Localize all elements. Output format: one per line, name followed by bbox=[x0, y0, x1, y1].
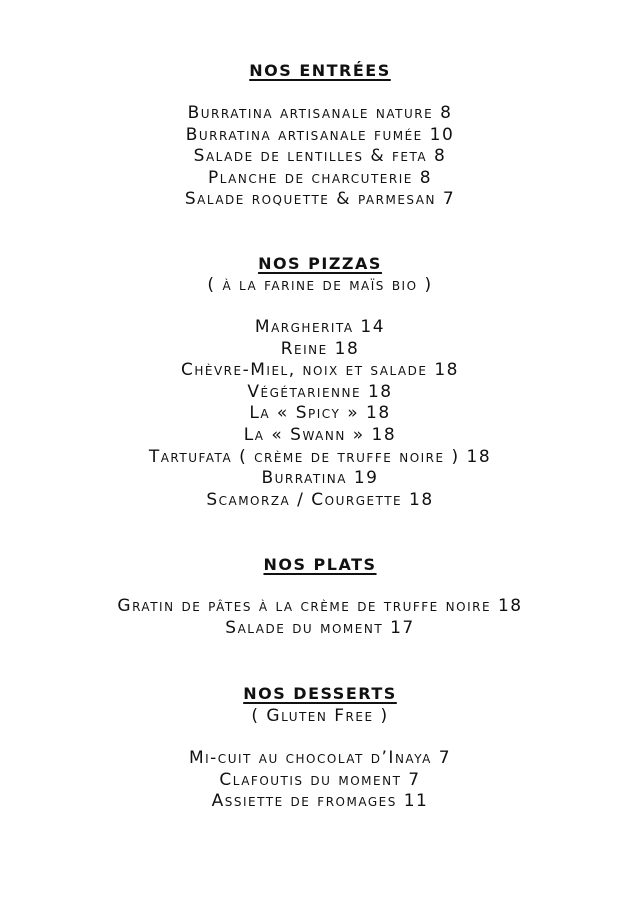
menu-item: Burratina 19 bbox=[261, 468, 379, 489]
menu-item: Végétarienne 18 bbox=[247, 381, 393, 402]
menu-item: La « Spicy » 18 bbox=[249, 403, 391, 424]
section-heading-desserts: NOS DESSERTS bbox=[243, 684, 397, 703]
section-subtitle-pizzas: ( à la farine de maïs bio ) bbox=[207, 275, 433, 295]
menu-item: Salade roquette & parmesan 7 bbox=[184, 189, 456, 210]
menu-item: Scamorza / Courgette 18 bbox=[206, 489, 434, 510]
menu-item: Clafoutis du moment 7 bbox=[219, 769, 421, 790]
menu-item: Burratina artisanale fumée 10 bbox=[185, 124, 455, 145]
menu-item: Chèvre-Miel, noix et salade 18 bbox=[181, 360, 459, 381]
section-heading-pizzas: NOS PIZZAS bbox=[258, 254, 382, 273]
section-heading-plats: NOS PLATS bbox=[263, 555, 377, 574]
menu-item: Tartufata ( crème de truffe noire ) 18 bbox=[148, 446, 492, 467]
entrees-list bbox=[0, 103, 640, 211]
menu-item: Mi-cuit au chocolat d’Inaya 7 bbox=[188, 748, 452, 768]
menu-item: Salade de lentilles & feta 8 bbox=[193, 146, 447, 167]
menu-item: Margherita 14 bbox=[254, 317, 386, 337]
section-subtitle-desserts: ( Gluten Free ) bbox=[251, 706, 389, 726]
desserts-list bbox=[0, 748, 640, 813]
plats-list bbox=[0, 596, 640, 639]
menu-item: Salade du moment 17 bbox=[225, 617, 415, 638]
menu-item: La « Swann » 18 bbox=[243, 424, 397, 445]
menu-item: Assiette de fromages 11 bbox=[211, 791, 429, 812]
menu-item: Burratina artisanale nature 8 bbox=[187, 103, 453, 123]
section-heading-entrees: NOS ENTRÉES bbox=[249, 61, 391, 80]
pizzas-list bbox=[0, 317, 640, 511]
menu-item: Planche de charcuterie 8 bbox=[207, 167, 433, 188]
menu-item: Gratin de pâtes à la crème de truffe noire 18 bbox=[117, 596, 523, 616]
menu-item: Reine 18 bbox=[280, 338, 360, 359]
